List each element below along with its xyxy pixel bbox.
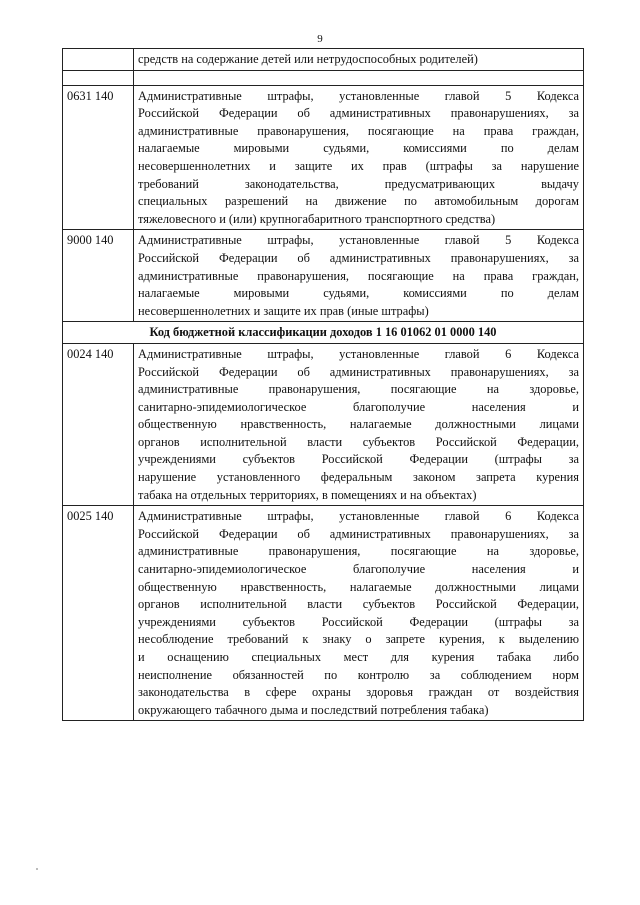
text-line: и оснащению специальных мест для курения табака либо <box>138 650 579 664</box>
section-heading-row <box>63 322 584 344</box>
budget-classification-table <box>62 48 584 721</box>
text-line: учреждениями субъектов Российской Федерации (штрафы за <box>138 452 579 467</box>
text-line: Российской Федерации об административных правонарушениях, за <box>138 106 579 121</box>
section-heading: Код бюджетной классификации доходов 1 16 01062 01 0000 140 <box>63 322 584 344</box>
description-cell <box>134 230 584 322</box>
text-line: несовершеннолетних и защите их прав (иные штрафы) <box>138 303 429 318</box>
text-line: несовершеннолетних и защите их прав (штрафы за нарушение <box>138 158 579 173</box>
blank-cell <box>134 70 584 85</box>
text-line: нарушение установленного федеральным законом запрета курения <box>138 470 579 485</box>
text-line: Административные штрафы, установленные главой 6 Кодекса <box>138 509 579 524</box>
text-line: органов исполнительной власти субъектов Российской Федерации, <box>138 434 579 449</box>
table-row <box>63 506 584 721</box>
text-line: Административные штрафы, установленные главой 5 Кодекса <box>138 88 579 103</box>
description-cell <box>134 506 584 721</box>
table-body-upper <box>63 49 584 86</box>
continuation-row <box>63 49 584 71</box>
text-line: средств на содержание детей или нетрудоспособных родителей) <box>138 52 478 66</box>
text-line: административные правонарушения, посягающие на здоровье, <box>138 382 579 397</box>
text-line: общественную нравственность, налагаемые должностными лицами <box>138 417 579 432</box>
text-line: налагаемые мировыми судьями, комиссиями по делам <box>138 286 579 301</box>
text-line: санитарно-эпидемиологическое благополучие населения и <box>138 399 579 414</box>
table-body-heading <box>63 322 584 344</box>
table-body-rows-a <box>63 85 584 322</box>
text-line: налагаемые мировыми судьями, комиссиями по делам <box>138 141 579 156</box>
text-line: Российской Федерации об административных правонарушениях, за <box>138 250 579 265</box>
text-line: общественную нравственность, налагаемые должностными лицами <box>138 579 579 594</box>
text-line: Российской Федерации об административных правонарушениях, за <box>138 526 579 541</box>
table-row <box>63 85 584 230</box>
blank-cell <box>63 70 134 85</box>
description-cell <box>134 343 584 505</box>
text-line: табака на отдельных территориях, в помещениях и на объектах) <box>138 487 477 502</box>
code-cell: 0024 140 <box>63 343 134 505</box>
scan-speck <box>36 868 38 870</box>
blank-row <box>63 70 584 85</box>
text-line: специальных разрешений на движение по автомобильным дорогам <box>138 194 579 209</box>
table-row <box>63 343 584 505</box>
text-line: органов исполнительной власти субъектов Российской Федерации, <box>138 597 579 612</box>
description-cell <box>134 85 584 230</box>
text-line: тяжеловесного и (или) крупногабаритного транспортного средства) <box>138 211 496 226</box>
text-line: несоблюдение требований к знаку о запрете курения, к выделению <box>138 632 579 647</box>
text-line: неисполнение обязанностей по контролю за соблюдением норм <box>138 667 579 682</box>
code-cell <box>63 49 134 71</box>
text-line: окружающего табачного дыма и последствий потребления табака) <box>138 702 489 717</box>
table-body-rows-b <box>63 343 584 720</box>
text-line: Российской Федерации об административных правонарушениях, за <box>138 364 579 379</box>
code-cell: 0025 140 <box>63 506 134 721</box>
text-line: учреждениями субъектов Российской Федерации (штрафы за <box>138 614 579 629</box>
page-number: 9 <box>317 33 323 45</box>
table-row <box>63 230 584 322</box>
text-line: требований законодательства, предусматривающих выдачу <box>138 176 579 191</box>
text-line: законодательства в сфере охраны здоровья граждан от воздействия <box>138 685 579 700</box>
text-line: Административные штрафы, установленные главой 5 Кодекса <box>138 233 579 248</box>
text-line: санитарно-эпидемиологическое благополучие населения и <box>138 562 579 577</box>
description-cell <box>134 49 584 71</box>
text-line: административные правонарушения, посягающие на здоровье, <box>138 544 579 559</box>
text-line: Административные штрафы, установленные главой 6 Кодекса <box>138 346 579 361</box>
code-cell: 9000 140 <box>63 230 134 322</box>
text-line: административные правонарушения, посягающие на права граждан, <box>138 268 579 283</box>
code-cell: 0631 140 <box>63 85 134 230</box>
text-line: административные правонарушения, посягающие на права граждан, <box>138 123 579 138</box>
